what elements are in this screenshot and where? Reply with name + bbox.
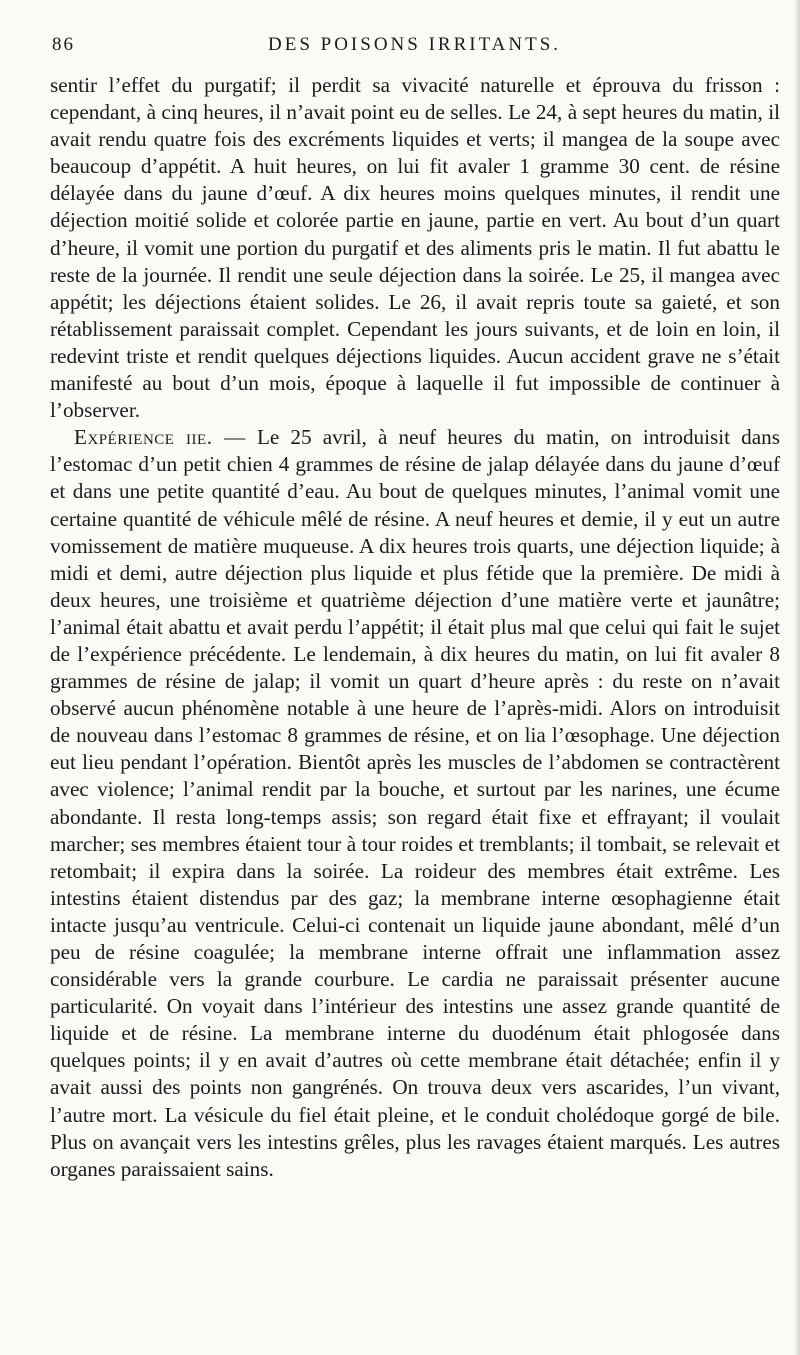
body-text [50, 72, 780, 1183]
running-head: DES POISONS IRRITANTS. [268, 34, 562, 55]
page-header [50, 34, 780, 70]
experience-heading: Expérience iie. — [74, 425, 246, 450]
paragraph-text: Le 25 avril, à neuf heures du matin, on introduisit dans l’estomac d’un petit chien 4 grammes de résine de jalap délayée dans du jaune d’œuf et dans une petite quantité d’eau. Au bout de quelques minutes, l’animal vomit une certaine quantité de véhicule mêlé de résine. A neuf heures et demie, il y eut un autre vomissement de matière muqueuse. A dix heures trois quarts, une déjection liquide; à midi et demi, autre déjection plus liquide et plus fétide que la première. De midi à deux heures, une troisième et quatrième déjection d’une matière verte et jaunâtre; l’animal était abattu et avait perdu l’appétit; il était plus mal que celui qui fait le sujet de l’expérience précédente. Le lendemain, à dix heures du matin, on lui fit avaler 8 grammes de résine de jalap; il vomit un quart d’heure après : du reste on n’avait observé aucun phénomène notable à une heure de l’après-midi. Alors on introduisit de nouveau dans l’estomac 8 grammes de résine, et on lia l’œsophage. Une déjection eut lieu pendant l’opération. Bientôt après les muscles de l’abdomen se contractèrent avec violence; l’animal rendit par la bouche, et surtout par les narines, une écume abondante. Il resta long-temps assis; son regard était fixe et effrayant; il voulait marcher; ses membres étaient tour à tour roides et tremblants; il tombait, se relevait et retombait; il expira dans la soirée. La roideur des membres était extrême. Les intestins étaient distendus par des gaz; la membrane interne œsophagienne était intacte jusqu’au ventricule. Celui-ci contenait un liquide jaune abondant, mêlé d’un peu de résine coagulée; la membrane interne offrait une inflammation assez considérable vers la grande courbure. Le cardia ne paraissait présenter aucune particularité. On voyait dans l’intérieur des intestins une assez grande quantité de liquide et de résine. La membrane interne du duodénum était phlogosée dans quelques points; il y en avait d’autres où cette membrane était détachée; enfin il y avait aussi des points non gangrénés. On trouva deux vers ascarides, l’un vivant, l’autre mort. La vésicule du fiel était pleine, et le conduit cholédoque gorgé de bile. Plus on avançait vers les intestins grêles, plus les ravages étaient marqués. Les autres organes paraissaient sains. [50, 425, 780, 1181]
paragraph-continuation [50, 72, 780, 424]
paragraph-experience-2 [50, 424, 780, 1183]
page-edge-shadow [794, 0, 800, 1355]
page-number: 86 [52, 34, 75, 55]
paragraph-text: sentir l’effet du purgatif; il perdit sa vivacité naturelle et éprouva du frisson : cependant, à cinq heures, il n’avait point eu de selles. Le 24, à sept heures du matin, il avait rendu quatre fois des excréments liquides et verts; il mangea de la soupe avec beaucoup d’appétit. A huit heures, on lui fit avaler 1 gramme 30 cent. de résine délayée dans du jaune d’œuf. A dix heures moins quelques minutes, il rendit une déjection moitié solide et colorée partie en jaune, partie en vert. Au bout d’un quart d’heure, il vomit une portion du purgatif et des aliments pris le matin. Il fut abattu le reste de la journée. Il rendit une seule déjection dans la soirée. Le 25, il mangea avec appétit; les déjections étaient solides. Le 26, il avait repris toute sa gaieté, et son rétablissement paraissait complet. Cependant les jours suivants, et de loin en loin, il redevint triste et rendit quelques déjections liquides. Aucun accident grave ne s’était manifesté au bout d’un mois, époque à laquelle il fut impossible de continuer à l’observer. [50, 73, 780, 423]
